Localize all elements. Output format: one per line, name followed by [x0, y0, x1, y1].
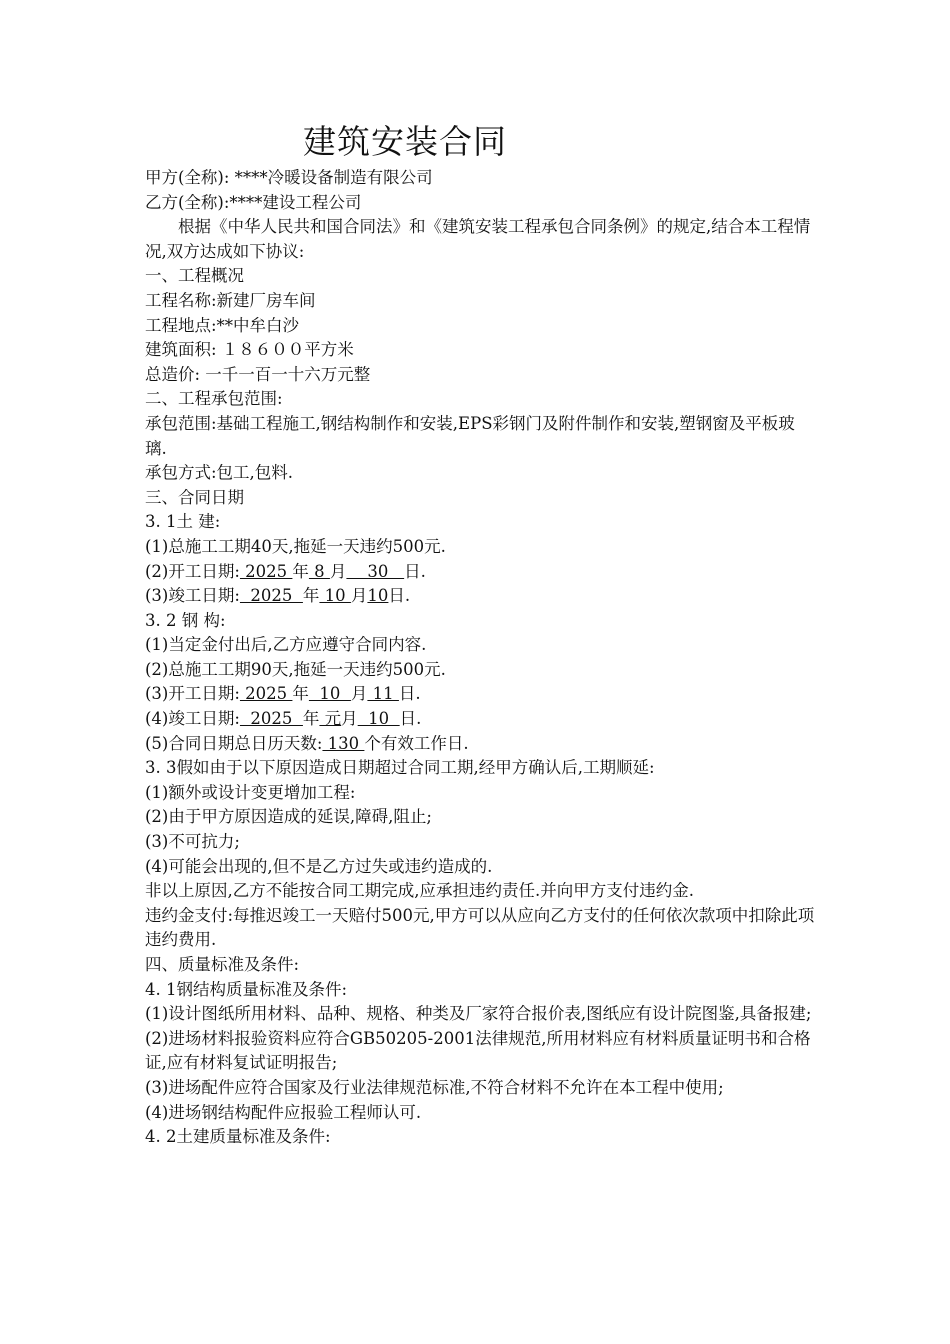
days-label: (5)合同日期总日历天数:: [145, 733, 323, 753]
quality-item: (1)设计图纸所用材料、品种、规格、种类及厂家符合报价表,图纸应有设计院图鉴,具备报建;: [145, 1004, 812, 1024]
contract-page: [145, 120, 815, 1150]
day-value: 10: [357, 709, 400, 729]
civil-heading: 3. 1土 建:: [145, 512, 221, 532]
civil-end-date: [145, 584, 815, 609]
year-unit: 年: [302, 586, 320, 606]
year-unit: 年: [292, 684, 309, 704]
steel-heading: 3. 2 钢 构:: [145, 610, 226, 630]
section-3-heading: 三、合同日期: [145, 487, 244, 507]
month-value: 10: [319, 586, 351, 606]
year-value: 2025: [239, 586, 303, 606]
extension-item: (1)额外或设计变更增加工程:: [145, 782, 356, 802]
civil-quality-heading: 4. 2土建质量标准及条件:: [145, 1127, 331, 1147]
date-label: (3)竣工日期:: [145, 586, 240, 606]
section-1-heading: 一、工程概况: [145, 266, 244, 286]
civil-duration: (1)总施工工期40天,拖延一天违约500元.: [145, 536, 446, 556]
day-value: 10: [367, 586, 389, 606]
steel-quality-heading: 4. 1钢结构质量标准及条件:: [145, 979, 348, 999]
day-unit: 日.: [388, 586, 411, 606]
date-label: (3)开工日期:: [145, 684, 240, 704]
year-value: 2025: [239, 561, 293, 581]
project-price: 总造价: 一千一百一十六万元整: [145, 364, 371, 384]
steel-total-days: [145, 732, 815, 757]
year-unit: 年: [292, 561, 309, 581]
quality-item: (2)进场材料报验资料应符合GB50205-2001法律规范,所用材料应有材料质量证明书和合格证,应有材料复试证明报告;: [145, 1028, 811, 1073]
project-area: 建筑面积: １８６００平方米: [145, 340, 354, 360]
extension-item: (3)不可抗力;: [145, 832, 240, 852]
month-unit: 月: [350, 586, 368, 606]
year-unit: 年: [302, 709, 320, 729]
party-b: 乙方(全称):****建设工程公司: [145, 192, 362, 212]
date-label: (2)开工日期:: [145, 561, 240, 581]
month-unit: 月: [350, 684, 368, 704]
month-unit: 月: [341, 709, 358, 729]
contract-method: 承包方式:包工,包料.: [145, 463, 294, 483]
days-value: 130: [322, 733, 365, 753]
steel-duration: (2)总施工工期90天,拖延一天违约500元.: [145, 659, 446, 679]
day-value: 11: [367, 684, 399, 704]
penalty-payment: 违约金支付:每推迟竣工一天赔付500元,甲方可以从应向乙方支付的任何依次款项中扣除此项违约费用.: [145, 905, 815, 950]
month-value: 元: [319, 709, 342, 729]
contract-scope: 承包范围:基础工程施工,钢结构制作和安装,EPS彩钢门及附件制作和安装,塑钢窗及平板玻璃.: [145, 413, 795, 458]
month-unit: 月: [329, 561, 347, 581]
year-value: 2025: [239, 709, 303, 729]
preamble: 根据《中华人民共和国合同法》和《建筑安装工程承包合同条例》的规定,结合本工程情况,双方达成如下协议:: [145, 217, 811, 261]
month-value: 8: [308, 561, 330, 581]
party-a: 甲方(全称): ****冷暖设备制造有限公司: [145, 168, 433, 187]
document-title: 建筑安装合同: [303, 122, 507, 161]
penalty-clause: 非以上原因,乙方不能按合同工期完成,应承担违约责任.并向甲方支付违约金.: [145, 881, 694, 901]
extension-item: (2)由于甲方原因造成的延误,障碍,阻止;: [145, 807, 432, 827]
section-2-heading: 二、工程承包范围:: [145, 389, 283, 409]
day-unit: 日.: [398, 684, 421, 704]
quality-item: (3)进场配件应符合国家及行业法律规范标准,不符合材料不允许在本工程中使用;: [145, 1077, 724, 1097]
project-name: 工程名称:新建厂房车间: [145, 290, 316, 310]
steel-end-date: [145, 707, 815, 732]
quality-item: (4)进场钢结构配件应报验工程师认可.: [145, 1102, 422, 1122]
section-4-heading: 四、质量标准及条件:: [145, 955, 300, 974]
extension-item: (4)可能会出现的,但不是乙方过失或违约造成的.: [145, 856, 493, 876]
day-unit: 日.: [399, 709, 422, 729]
steel-start-date: [145, 682, 815, 707]
day-unit: 日.: [404, 561, 426, 581]
date-label: (4)竣工日期:: [145, 709, 240, 729]
month-value: 10: [308, 684, 351, 704]
year-value: 2025: [239, 684, 293, 704]
day-value: 30: [346, 561, 405, 581]
project-location: 工程地点:**中牟白沙: [145, 315, 300, 335]
extension-heading: 3. 3假如由于以下原因造成日期超过合同工期,经甲方确认后,工期顺延:: [145, 758, 655, 778]
civil-start-date: [145, 560, 815, 585]
steel-deposit: (1)当定金付出后,乙方应遵守合同内容.: [145, 635, 427, 655]
days-suffix: 个有效工作日.: [364, 733, 469, 753]
